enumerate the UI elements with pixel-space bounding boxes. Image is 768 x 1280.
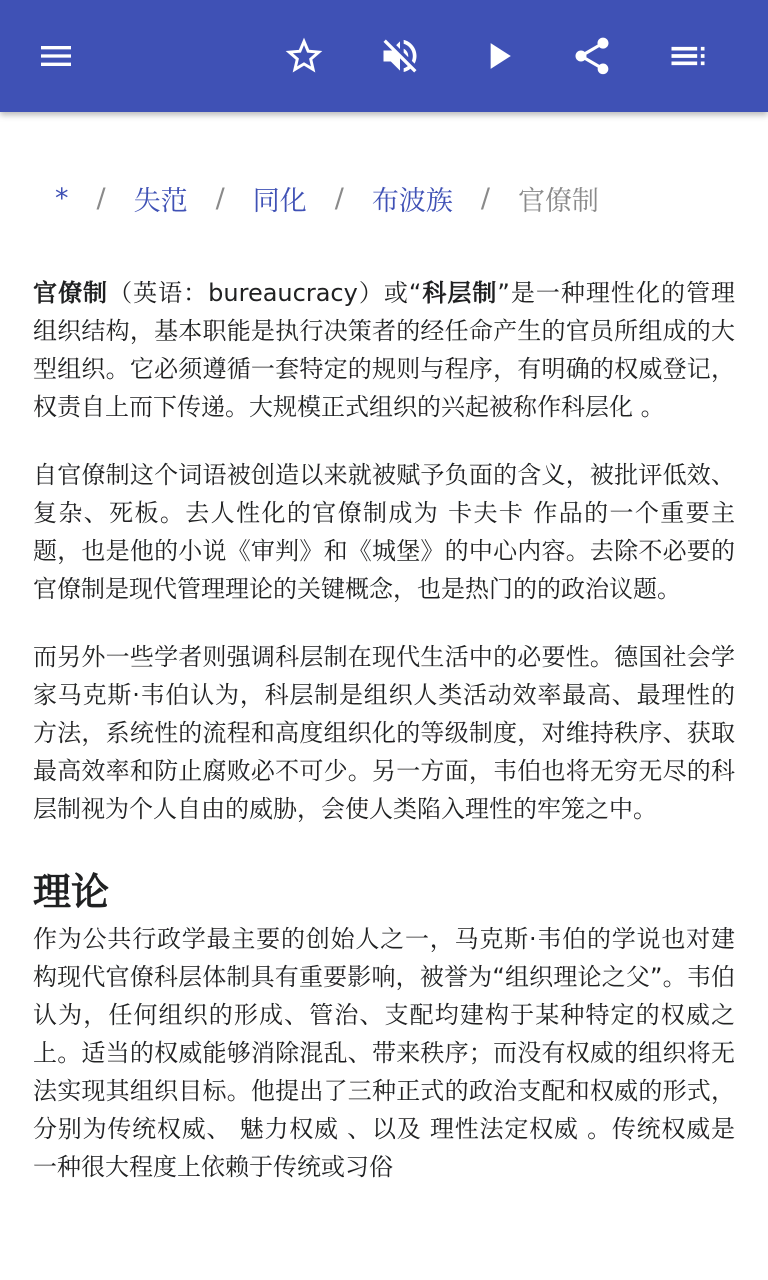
body-paragraph-4: 作为公共行政学最主要的创始人之一，马克斯·韦伯的学说也对建构现代官僚科层体制具有重要影响，被誉为“组织理论之父”。韦伯认为，任何组织的形成、管治、支配均建构于某种特定的权威之上。适当的权威能够消除混乱、带来秩序；而没有权威的组织将无法实现其组织目标。他提出了三种正式的政治支配和权威的形式，分别为传统权威、 魅力权威 、以及 理性法定权威 。传统权威是一种很大程度上依赖于传统或习俗 bbox=[33, 925, 735, 1181]
section-heading-theory: 理论 bbox=[33, 870, 110, 914]
breadcrumb bbox=[33, 178, 735, 218]
breadcrumb-link-anomie[interactable]: 失范 bbox=[133, 185, 188, 217]
body-paragraph-2: 自官僚制这个词语被创造以来就被赋予负面的含义，被批评低效、复杂、死板。去人性化的官僚制成为 卡夫卡 作品的一个重要主题，也是他的小说《审判》和《城堡》的中心内容。去除不必要的官僚制是现代管理理论的关键概念，也是热门的的政治议题。 bbox=[33, 461, 735, 603]
breadcrumb-link-assimilation[interactable]: 同化 bbox=[252, 185, 307, 217]
mute-button[interactable] bbox=[368, 24, 432, 88]
intro-term: 官僚制 bbox=[33, 279, 109, 307]
breadcrumb-separator: / bbox=[215, 182, 225, 214]
play-icon bbox=[476, 34, 520, 78]
menu-icon bbox=[36, 36, 76, 76]
breadcrumb-current: 官僚制 bbox=[517, 185, 599, 217]
star-outline-icon bbox=[282, 34, 326, 78]
body-paragraph-3: 而另外一些学者则强调科层制在现代生活中的必要性。德国社会学家马克斯·韦伯认为，科层制是组织人类活动效率最高、最理性的方法，系统性的流程和高度组织化的等级制度，对维持秩序、获取最高效率和防止腐败必不可少。另一方面，韦伯也将无穷无尽的科层制视为个人自由的威胁，会使人类陷入理性的牢笼之中。 bbox=[33, 643, 735, 823]
breadcrumb-link-root[interactable]: * bbox=[55, 182, 69, 214]
play-button[interactable] bbox=[466, 24, 530, 88]
breadcrumb-separator: / bbox=[334, 182, 344, 214]
bookmark-button[interactable] bbox=[272, 24, 336, 88]
share-icon bbox=[570, 34, 614, 78]
breadcrumb-separator: / bbox=[480, 182, 490, 214]
article-content bbox=[33, 112, 735, 1186]
intro-alt-term: 科层制 bbox=[421, 279, 498, 307]
app-toolbar bbox=[0, 0, 768, 112]
breadcrumb-link-bobos[interactable]: 布波族 bbox=[371, 185, 453, 217]
breadcrumb-separator: / bbox=[96, 182, 106, 214]
intro-paragraph bbox=[33, 274, 735, 426]
table-of-contents-icon bbox=[666, 34, 710, 78]
volume-off-icon bbox=[378, 34, 422, 78]
menu-button[interactable] bbox=[24, 24, 88, 88]
contents-button[interactable] bbox=[656, 24, 720, 88]
share-button[interactable] bbox=[560, 24, 624, 88]
intro-text-a: （英语：bureaucracy）或“ bbox=[108, 279, 422, 307]
intro-text-b: ”是一种理性化的管理组织结构，基本职能是执行决策者的经任命产生的官员所组成的大型组织。它必须遵循一套特定的规则与程序，有明确的权威登记，权责自上而下传递。大规模正式组织的兴起被称作科层化 。 bbox=[33, 279, 736, 421]
